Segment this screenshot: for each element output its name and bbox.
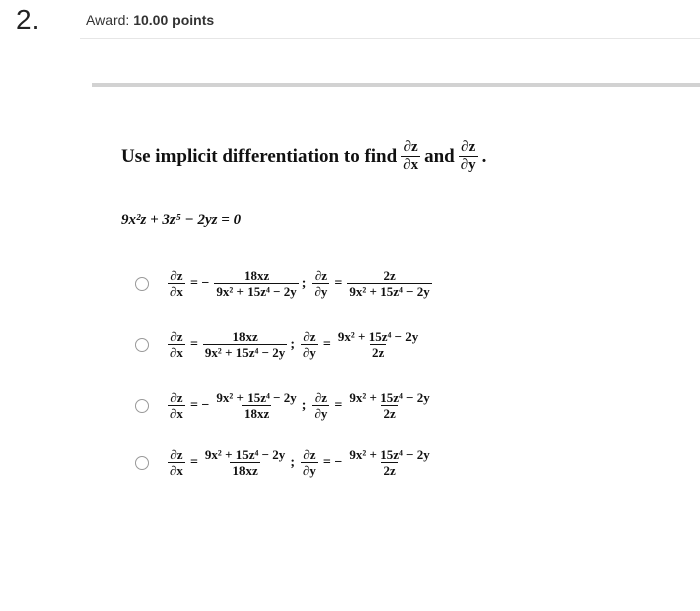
dzdy-value: $\frac{\text{9x² + 15z⁴ − 2y}}{2z}$ [349,447,430,478]
header-divider [80,38,700,39]
dzdx-label: $\frac{\partial z}{\partial x}$ [170,390,183,421]
dzdy-value: $\frac{2z}{\text{9x² + 15z⁴ − 2y}}$ [349,268,430,299]
award-label: Award: [86,12,130,28]
radio-button[interactable] [135,338,149,352]
award-value: 10.00 points [133,12,215,28]
dzdx-value: $\frac{\text{9x² + 15z⁴ − 2y}}{18xz}$ [204,447,286,478]
answer-option-1[interactable] [135,269,434,298]
dzdx-label: $\frac{\partial z}{\partial x}$ [170,329,183,360]
dzdy-value: $\frac{\text{9x² + 15z⁴ − 2y}}{2z}$ [337,329,419,360]
award-info [86,12,214,28]
dzdy-value: $\frac{\text{9x² + 15z⁴ − 2y}}{2z}$ [349,390,430,421]
dzdy-sign: = [334,275,343,291]
dzdx-label: $\frac{\partial z}{\partial x}$ [170,268,183,299]
dzdx-value: $\frac{\text{9x² + 15z⁴ − 2y}}{18xz}$ [216,390,297,421]
dzdy-label: $\frac{\partial z}{\partial y}$ [314,390,328,421]
radio-button[interactable] [135,456,149,470]
dzdy-label: $\frac{\partial z}{\partial y}$ [302,329,316,360]
answer-option-4[interactable] [135,448,434,477]
separator: ; [290,454,295,470]
dzdy-sign: = − [322,454,343,470]
dzdx-value: $\frac{18xz}{\text{9x² + 15z⁴ − 2y}}$ [204,329,286,360]
dzdy-sign: = [334,397,343,413]
radio-button[interactable] [135,399,149,413]
dzdx-sign: = − [189,275,210,291]
separator: ; [301,397,307,413]
question-prompt [121,140,486,173]
dzdy-label: $\frac{\partial z}{\partial y}$ [314,268,328,299]
answer-option-3[interactable] [135,391,434,420]
dzdy-label: $\frac{\partial z}{\partial y}$ [302,447,316,478]
prompt-text: Use implicit differentiation to find [121,145,398,167]
prompt-and: and [424,145,455,167]
prompt-period: . [481,145,487,167]
section-divider [92,83,700,87]
separator: ; [290,336,295,352]
dzdx-sign: = [189,336,198,352]
prompt-dzdy: $\frac{\partial z}{\partial y}$ [460,139,476,173]
dzdx-value: $\frac{18xz}{\text{9x² + 15z⁴ − 2y}}$ [216,268,297,299]
dzdx-label: $\frac{\partial z}{\partial x}$ [170,447,183,478]
dzdx-sign: = [189,454,198,470]
dzdx-sign: = − [189,397,210,413]
separator: ; [301,275,307,291]
equation: 9x²z + 3z⁵ − 2yz = 0 [121,212,242,228]
answer-option-2[interactable] [135,330,422,359]
prompt-dzdx: $\frac{\partial z}{\partial x}$ [403,139,419,173]
radio-button[interactable] [135,277,149,291]
question-number: 2. [16,4,40,35]
dzdy-sign: = [322,336,331,352]
